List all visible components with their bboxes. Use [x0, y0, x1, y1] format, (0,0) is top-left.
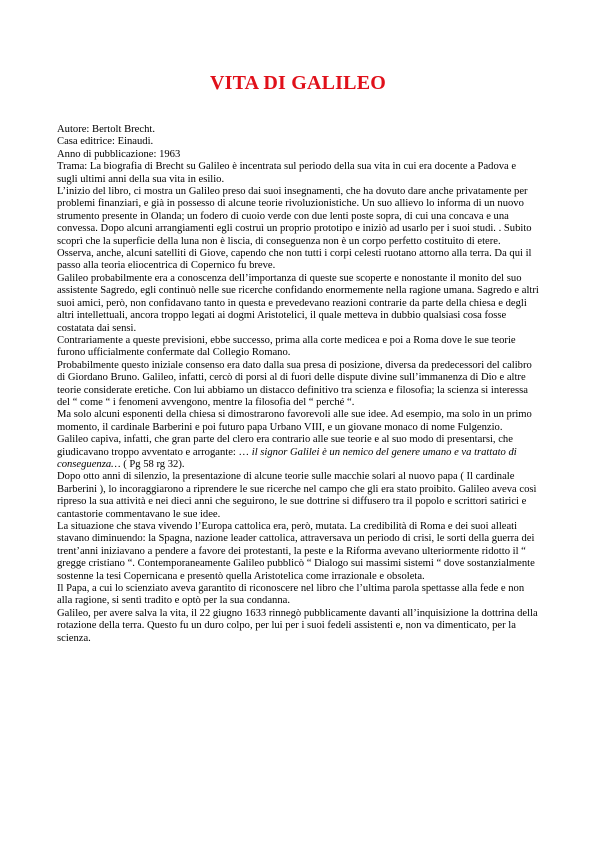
paragraph-church: Ma solo alcuni esponenti della chiesa si dimostrarono favorevoli alle sue idee. Ad esempio, ma solo in un primo momento, il cardinale Barberini e poi futuro papa Urbano VIII, e un giovane monaco di nome Fulgenzio. [57, 409, 532, 433]
paragraph-europe: La situazione che stava vivendo l’Europa cattolica era, però, mutata. La credibilità di Roma e dei suoi alleati stavano diminuendo: la Spagna, nazione leader cattolica, attraversava un periodo di crisi, le sorti della guerra dei trent’anni iniziavano a pendere a favore dei protestanti, la peste e la Riforma avevano ulteriormente ridotto il “ gregge cristiano “. Contemporaneamente Galileo pubblicò “ Dialogo sui massimi sistemi “ dove sostanzialmente sostenne la tesi Copernicana e presentò quella Aristotelica come irrazionale e obsoleta. [57, 521, 535, 582]
publisher-line: Casa editrice: Einaudi. [57, 136, 154, 148]
paragraph-success: Contrariamente a queste previsioni, ebbe successo, prima alla corte medicea e poi a Roma dove le sue teorie furono ufficialmente confermate dal Collegio Romano. [57, 334, 516, 359]
document-body [57, 124, 539, 645]
paragraph-sagredo: Galileo probabilmente era a conoscenza dell’importanza di queste sue scoperte e nonostante il monito del suo assistente Sagredo, egli continuò nelle sue ricerche confidando enormemente nella ragione umana. Sagredo e altri suoi amici, però, non confidavano tanto in questa e prevedevano reazioni contrarie da parte della chiesa e degli altri intellettuali, ancora troppo legati ai dogmi Aristotelici, il quale metteva in dubbio qualsiasi cosa fosse costatata dai sensi. [57, 272, 539, 334]
paragraph-clergy [57, 434, 539, 471]
year-line: Anno di pubblicazione: 1963 [57, 148, 181, 160]
paragraph-clergy-end: ( Pg 58 rg 32). [120, 458, 185, 470]
paragraph-plot: Trama: La biografia di Brecht su Galileo è incentrata sul periodo della sua vita in cui era docente a Padova e sugli ultimi anni della sua vita in esilio. [57, 161, 517, 185]
paragraph-consensus: Probabilmente questo iniziale consenso era dato dalla sua presa di posizione, diversa da predecessori del calibro di Giordano Bruno. Galileo, infatti, cercò di porsi al di fuori delle dispute divine sull’immanenza di Dio e altre teorie considerate eretiche. Con lui abbiamo un distacco definitivo tra scienza e filosofia; la scienza si interessa del “ come “ i fenomeni avvengono, mentre la filosofia del “ perché “. [57, 359, 532, 408]
paragraph-clergy-start: Galileo capiva, infatti, che gran parte del clero era contrario alle sue teorie e al suo modo di presentarsi, che giudicavano troppo avventato e arrogante: … [57, 434, 513, 458]
paragraph-telescope: L’inizio del libro, ci mostra un Galileo preso dai suoi insegnamenti, che ha dovuto dare anche privatamente per problemi finanziari, e già in possesso di alcune teorie rivoluzionistiche. Un suo allievo lo informa di un nuovo strumento presente in Olanda; un fodero di cuoio verde con due lenti poste sopra, di cui una concava e una convessa. Dopo alcuni arrangiamenti egli costruì un proprio prototipo e iniziò ad usarlo per i suoi studi. . Subito scoprì che la superficie della luna non è liscia, di conseguenza non è un corpo perfetto costituito di etere. Osserva, anche, alcuni satelliti di Giove, capendo che non tutti i corpi celesti ruotano attorno alla terra. Da qui il passo alla teoria eliocentrica di Copernico fu breve. [57, 186, 532, 272]
author-line: Autore: Bertolt Brecht. [57, 124, 155, 135]
document-title: VITA DI GALILEO [209, 72, 386, 94]
clergy-quote: il signor Galilei è un nemico del genere umano e va trattato di conseguenza… [57, 446, 517, 470]
paragraph-pope: Il Papa, a cui lo scienziato aveva garantito di riconoscere nel libro che l’ultima parola spettasse alla fede e non alla ragione, si sentì tradito e optò per la sua condanna. [57, 583, 525, 607]
paragraph-abjuration: Galileo, per avere salva la vita, il 22 giugno 1633 rinnegò pubblicamente davanti all’inquisizione la dottrina della rotazione della terra. Questo fu un duro colpo, per lui per i suoi fedeli assistenti e, non va dimenticato, per la scienza. [57, 607, 538, 644]
paragraph-silence: Dopo otto anni di silenzio, la presentazione di alcune teorie sulle macchie solari al nuovo papa ( Il cardinale Barberini ), lo incoraggiarono a riprendere le sue ricerche nel campo che gli era stato proibito. Galileo aveva così ripreso la sua attività e nei dieci anni che seguirono, le sue dottrine si diffusero tra il popolo e scrittori satirici e cantastorie commentavano le sue idee. [57, 471, 537, 520]
